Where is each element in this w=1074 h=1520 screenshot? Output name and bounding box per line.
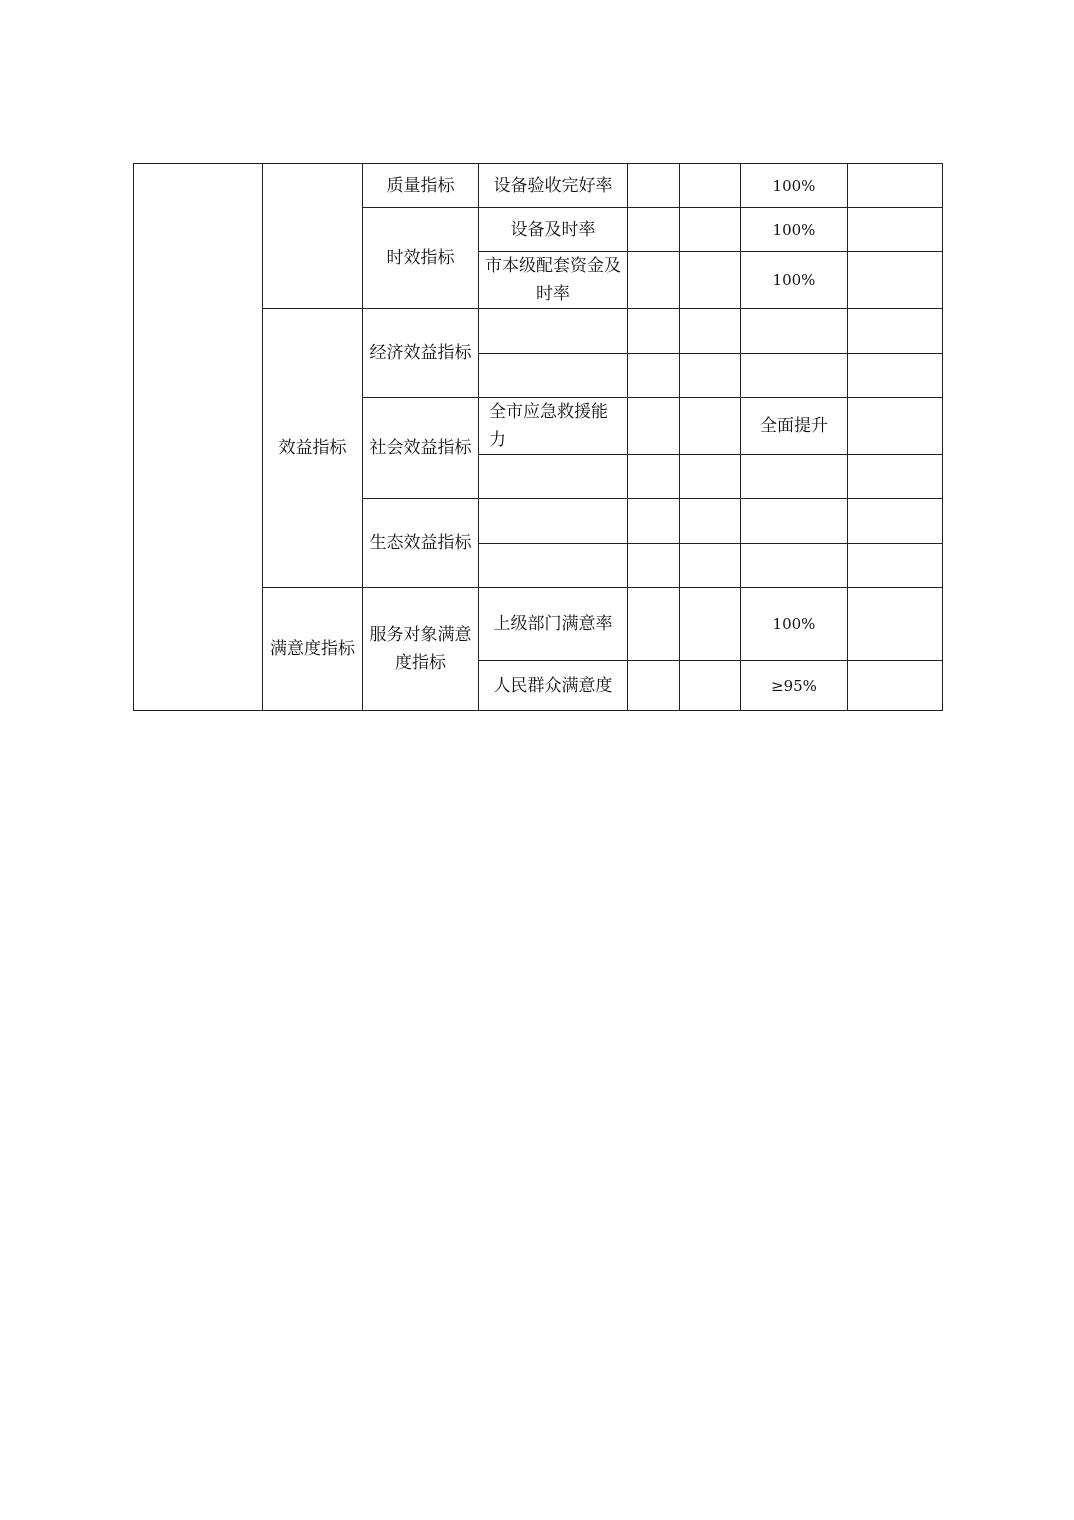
target-value: 100%	[741, 208, 848, 252]
empty-cell	[628, 354, 680, 398]
empty-cell	[680, 661, 741, 711]
empty-cell	[680, 208, 741, 252]
empty-cell	[628, 398, 680, 455]
empty-cell	[628, 661, 680, 711]
empty-cell	[680, 309, 741, 354]
target-value: 100%	[741, 164, 848, 208]
empty-cell	[479, 544, 628, 588]
target-value: ≥95%	[741, 661, 848, 711]
empty-cell	[680, 588, 741, 661]
output-indicator-cell	[263, 164, 363, 309]
empty-cell	[628, 455, 680, 499]
service-satisfaction-label: 服务对象满意度指标	[363, 588, 479, 711]
empty-cell	[680, 398, 741, 455]
performance-indicator-table	[133, 163, 943, 711]
quality-indicator-label: 质量指标	[363, 164, 479, 208]
metric-cell: 市本级配套资金及时率	[479, 252, 628, 309]
timeliness-indicator-label: 时效指标	[363, 208, 479, 309]
empty-cell	[628, 499, 680, 544]
empty-cell	[848, 398, 943, 455]
empty-cell	[628, 208, 680, 252]
empty-cell	[479, 455, 628, 499]
empty-cell	[848, 354, 943, 398]
category-cell	[134, 164, 263, 711]
empty-cell	[848, 252, 943, 309]
empty-cell	[680, 499, 741, 544]
empty-cell	[741, 455, 848, 499]
empty-cell	[741, 544, 848, 588]
ecological-benefit-label: 生态效益指标	[363, 499, 479, 588]
empty-cell	[680, 455, 741, 499]
empty-cell	[479, 309, 628, 354]
table-row	[134, 164, 943, 208]
empty-cell	[848, 588, 943, 661]
satisfaction-indicator-label: 满意度指标	[263, 588, 363, 711]
empty-cell	[479, 499, 628, 544]
economic-benefit-label: 经济效益指标	[363, 309, 479, 398]
empty-cell	[628, 588, 680, 661]
empty-cell	[848, 455, 943, 499]
empty-cell	[628, 309, 680, 354]
target-value: 全面提升	[741, 398, 848, 455]
empty-cell	[848, 499, 943, 544]
empty-cell	[848, 208, 943, 252]
empty-cell	[680, 164, 741, 208]
metric-cell: 设备验收完好率	[479, 164, 628, 208]
empty-cell	[848, 544, 943, 588]
empty-cell	[741, 354, 848, 398]
metric-cell: 设备及时率	[479, 208, 628, 252]
empty-cell	[680, 544, 741, 588]
empty-cell	[628, 164, 680, 208]
metric-cell: 上级部门满意率	[479, 588, 628, 661]
empty-cell	[848, 661, 943, 711]
empty-cell	[628, 544, 680, 588]
empty-cell	[848, 164, 943, 208]
empty-cell	[848, 309, 943, 354]
target-value: 100%	[741, 588, 848, 661]
empty-cell	[479, 354, 628, 398]
empty-cell	[680, 354, 741, 398]
benefit-indicator-label: 效益指标	[263, 309, 363, 588]
empty-cell	[741, 499, 848, 544]
empty-cell	[680, 252, 741, 309]
empty-cell	[741, 309, 848, 354]
social-benefit-label: 社会效益指标	[363, 398, 479, 499]
metric-cell: 全市应急救援能力	[479, 398, 628, 455]
empty-cell	[628, 252, 680, 309]
metric-cell: 人民群众满意度	[479, 661, 628, 711]
target-value: 100%	[741, 252, 848, 309]
